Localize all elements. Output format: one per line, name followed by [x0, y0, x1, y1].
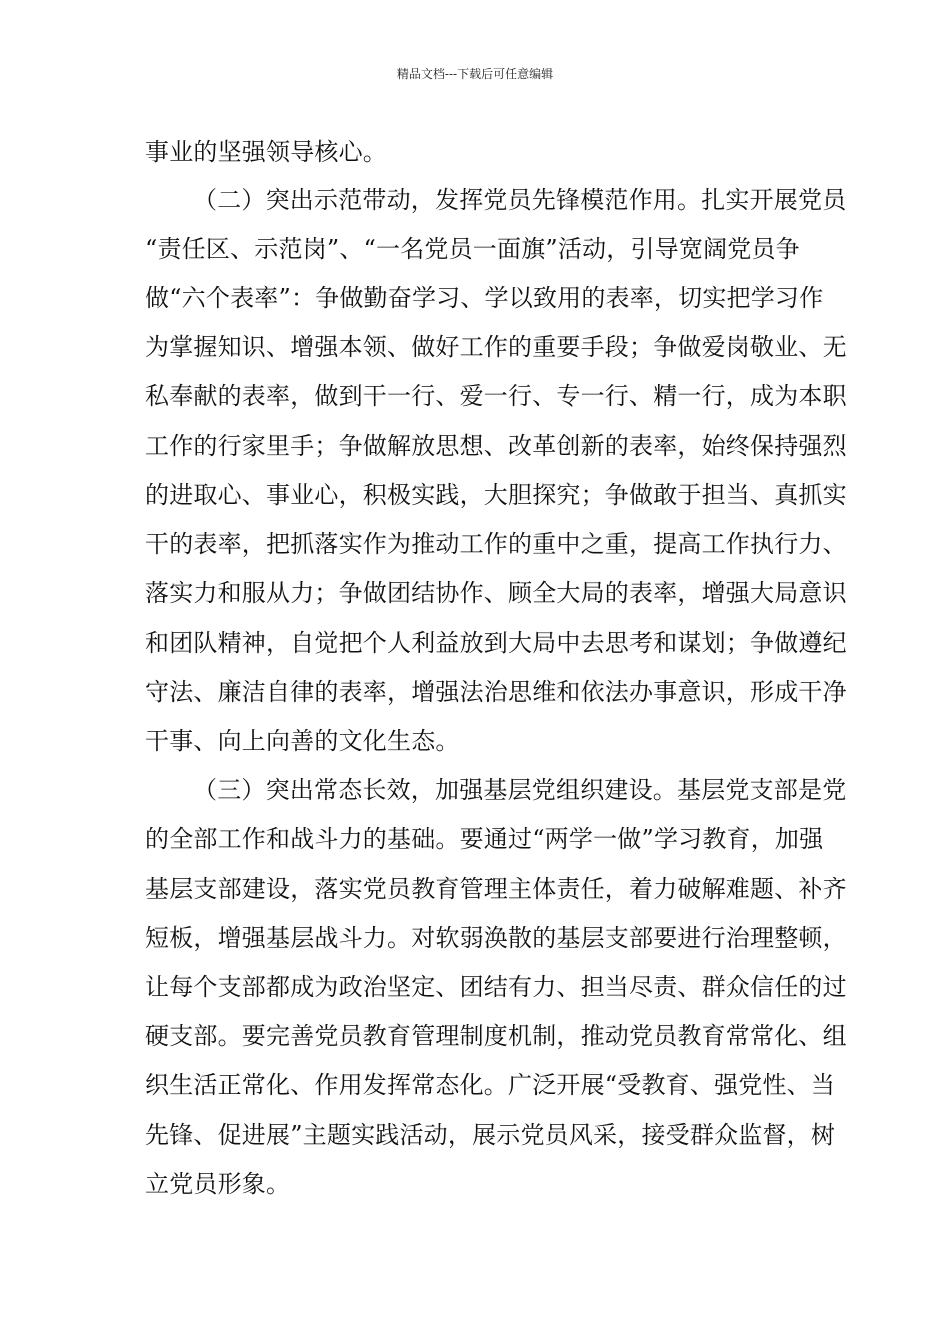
paragraph-3-first-line: （三）突出常态长效，加强基层党组织建设。基层党支部是党: [193, 776, 847, 804]
body-line: 的进取心、事业心，积极实践，大胆探究；争做敢于担当、真抓实: [145, 481, 847, 509]
page-header: 精品文档---下载后可任意编辑: [396, 67, 554, 81]
body-line: 织生活正常化、作用发挥常态化。广泛开展“受教育、强党性、当: [145, 1071, 836, 1099]
body-line: 事业的坚强领导核心。: [145, 138, 387, 166]
body-line: 私奉献的表率，做到干一行、爱一行、专一行、精一行，成为本职: [145, 382, 847, 410]
body-line: 硬支部。要完善党员教育管理制度机制，推动党员教育常常化、组: [145, 1022, 847, 1050]
body-line: 的全部工作和战斗力的基础。要通过“两学一做”学习教育，加强: [145, 825, 824, 853]
body-line: 基层支部建设，落实党员教育管理主体责任，着力破解难题、补齐: [145, 875, 847, 903]
body-line: 短板，增强基层战斗力。对软弱涣散的基层支部要进行治理整顿，: [145, 924, 847, 952]
body-line: 工作的行家里手；争做解放思想、改革创新的表率，始终保持强烈: [145, 432, 847, 460]
body-line: 干的表率，把抓落实作为推动工作的重中之重，提高工作执行力、: [145, 530, 847, 558]
body-line: 干事、向上向善的文化生态。: [145, 727, 460, 755]
body-line: 做“六个表率”：争做勤奋学习、学以致用的表率，切实把学习作: [145, 284, 824, 312]
body-line: 让每个支部都成为政治坚定、团结有力、担当尽责、群众信任的过: [145, 973, 847, 1001]
body-line: “责任区、示范岗”、“一名党员一面旗”活动，引导宽阔党员争: [145, 235, 800, 263]
body-line: 先锋、促进展”主题实践活动，展示党员风采，接受群众监督，树: [145, 1121, 836, 1149]
body-line: 为掌握知识、增强本领、做好工作的重要手段；争做爱岗敬业、无: [145, 333, 847, 361]
body-line: 守法、廉洁自律的表率，增强法治思维和依法办事意识，形成干净: [145, 678, 847, 706]
body-line: 立党员形象。: [145, 1170, 291, 1198]
paragraph-2-first-line: （二）突出示范带动，发挥党员先锋模范作用。扎实开展党员: [193, 186, 847, 214]
body-line: 落实力和服从力；争做团结协作、顾全大局的表率，增强大局意识: [145, 579, 847, 607]
body-line: 和团队精神，自觉把个人利益放到大局中去思考和谋划；争做遵纪: [145, 629, 847, 657]
